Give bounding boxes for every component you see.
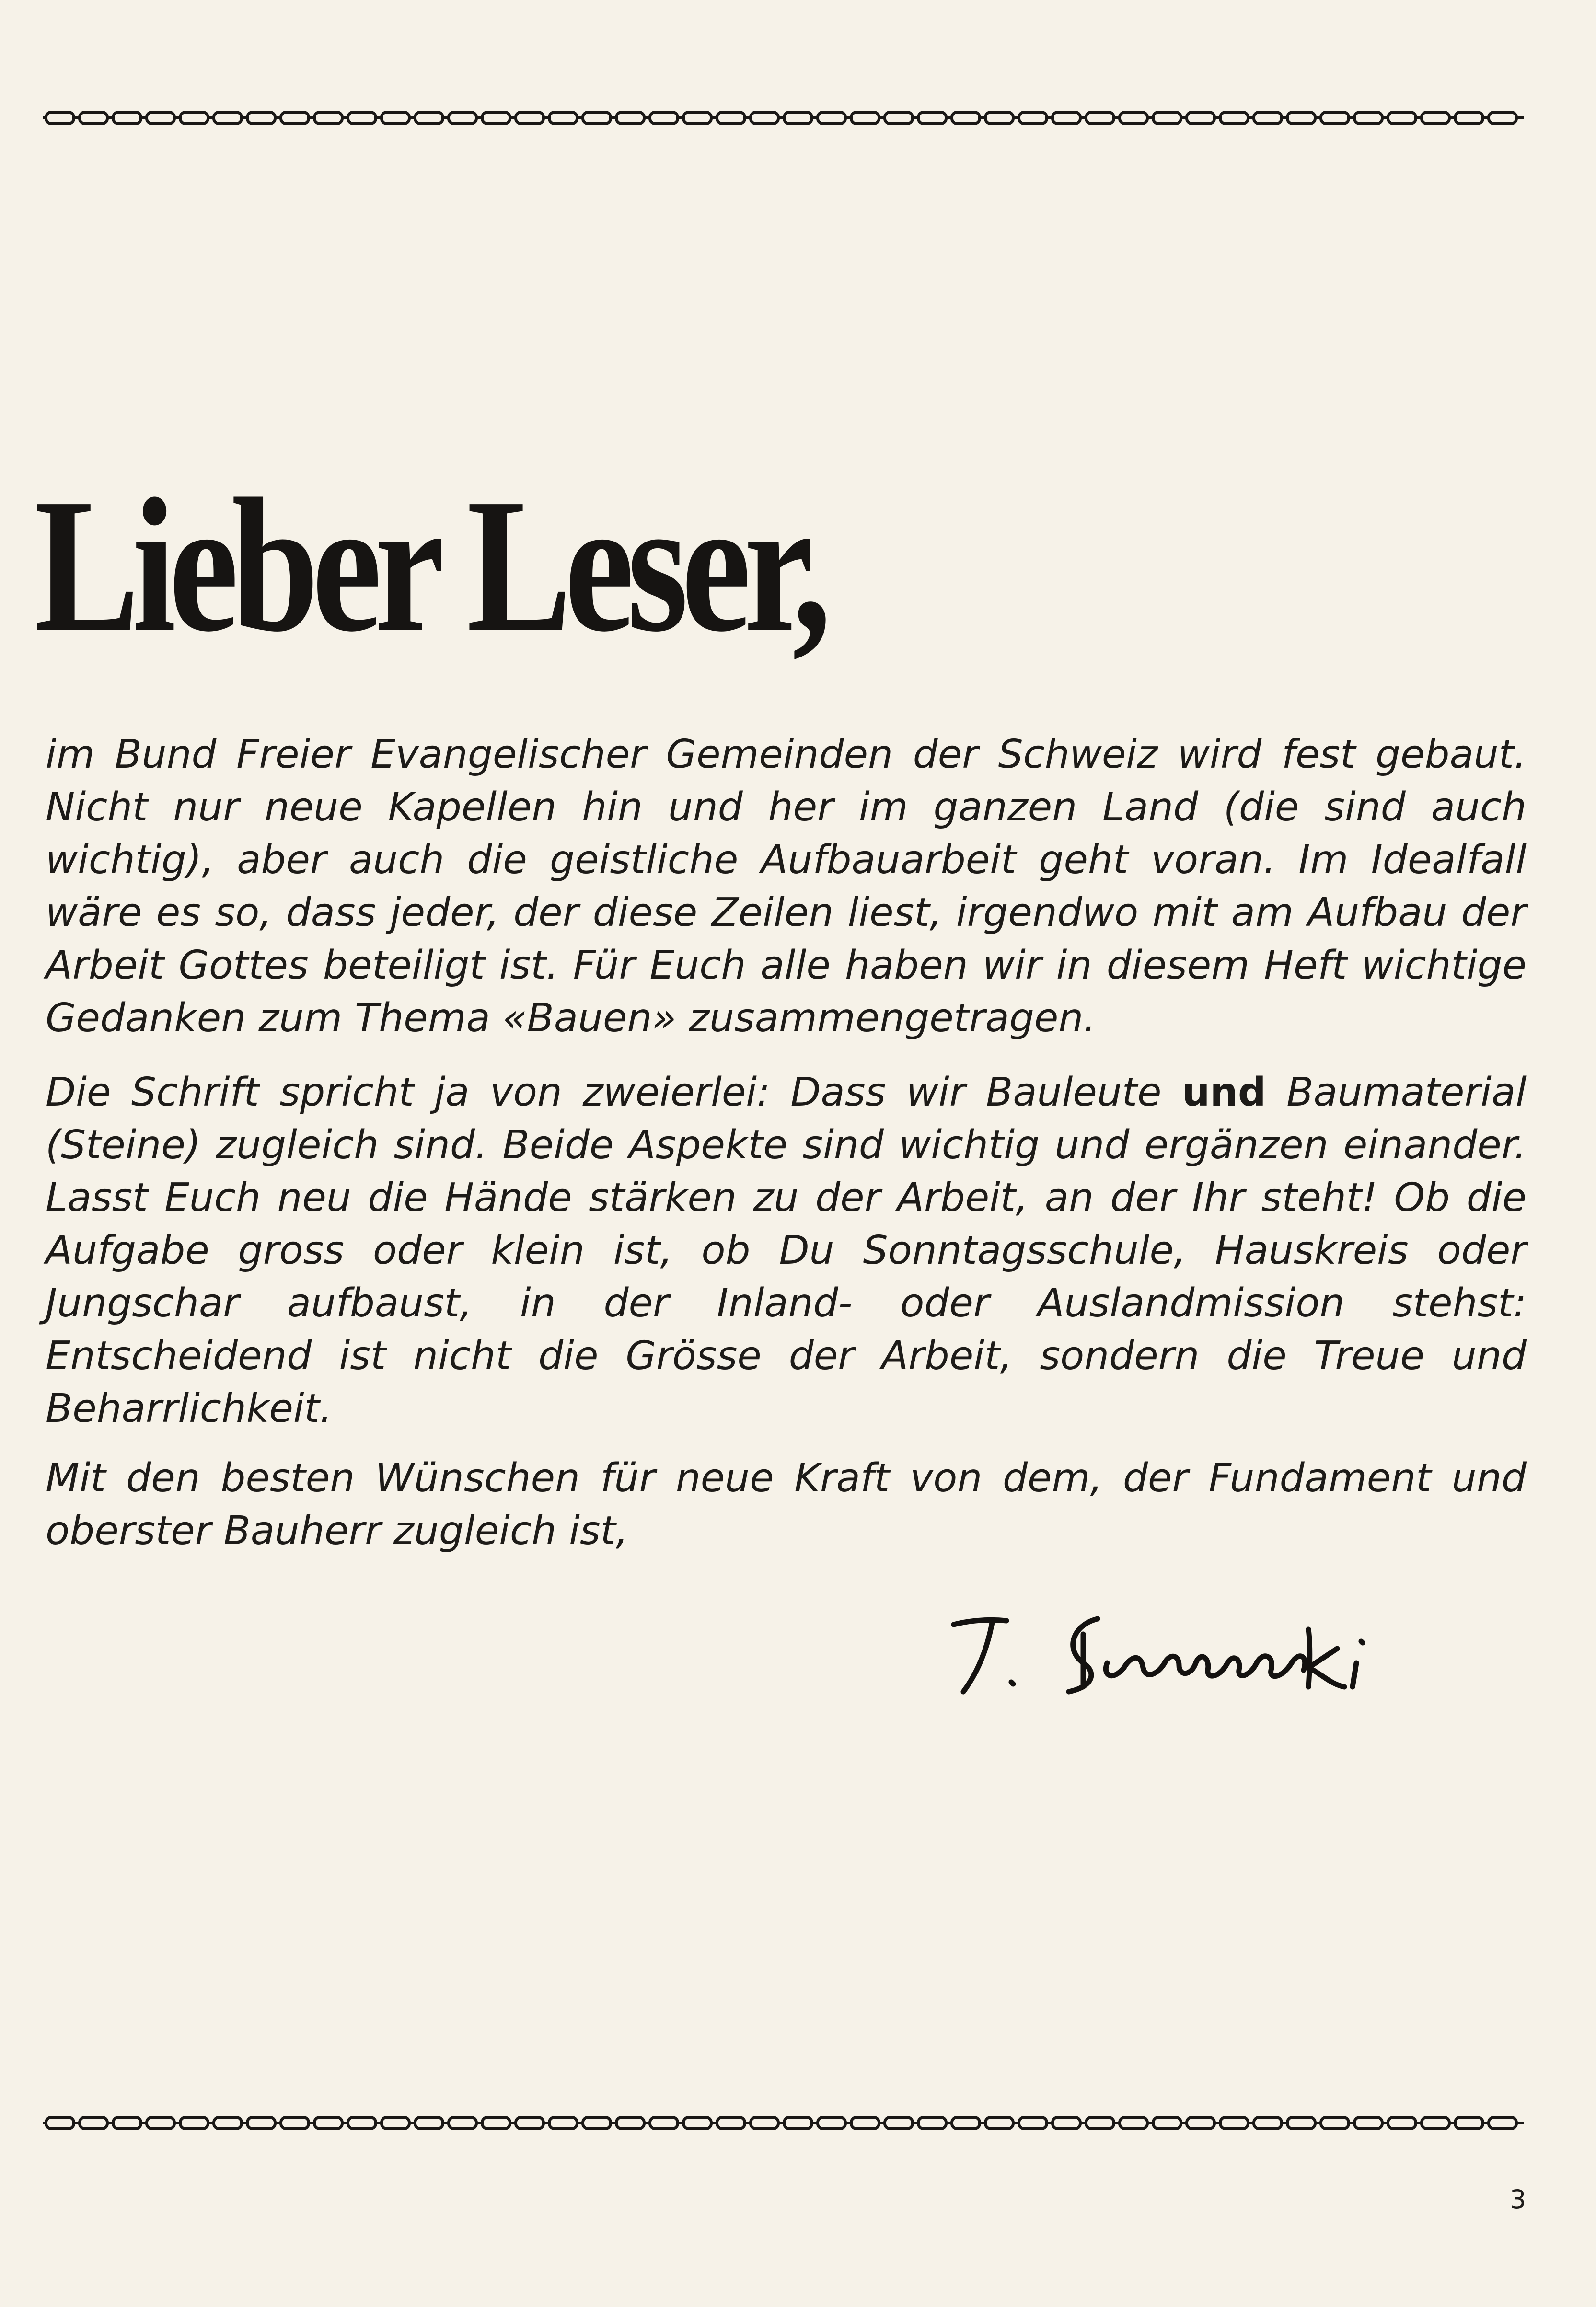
chain-link	[717, 112, 745, 124]
chain-link	[516, 112, 544, 124]
chain-link	[1019, 2117, 1047, 2129]
page-heading: Lieber Leser,	[35, 459, 825, 671]
paragraph-scripture-emphasis: und	[1182, 1070, 1266, 1115]
chain-link	[549, 2117, 577, 2129]
chain-link	[1455, 2117, 1483, 2129]
chain-link	[1254, 2117, 1282, 2129]
chain-link	[382, 2117, 409, 2129]
chain-link	[415, 2117, 443, 2129]
paragraph-scripture-end: Baumaterial (Steine) zugleich sind. Beide Aspekte sind wichtig und ergänzen einander. Lasst Euch neu die Hände stärken zu der Arbeit, an der Ihr steht! Ob die Aufgabe gross oder klein ist, ob Du Sonntagsschule, Hauskreis oder Jungschar aufbaust, in der Inland- oder Auslandmission stehst: Entscheidend ist nicht die Grösse der Arbeit, sondern die Treue und Beharrlichkeit.	[46, 1070, 1527, 1431]
chain-link	[314, 112, 342, 124]
chain-link	[1153, 2117, 1181, 2129]
chain-link	[1321, 112, 1349, 124]
paragraph-scripture	[46, 1066, 1527, 1435]
chain-link	[751, 112, 778, 124]
chain-link	[1220, 112, 1248, 124]
chain-link	[952, 2117, 980, 2129]
chain-link	[650, 112, 678, 124]
chain-link	[247, 2117, 275, 2129]
handwritten-signature	[939, 1591, 1419, 1706]
chain-link	[918, 112, 946, 124]
chain-link	[1254, 112, 1282, 124]
paragraph-scripture-start: Die Schrift spricht ja von zweierlei: Dass wir Bauleute	[46, 1070, 1182, 1115]
chain-link	[885, 2117, 913, 2129]
chain-link	[1220, 2117, 1248, 2129]
chain-link	[784, 112, 812, 124]
chain-link	[717, 2117, 745, 2129]
page-number: 3	[1510, 2184, 1527, 2215]
chain-link	[1120, 2117, 1147, 2129]
chain-link	[985, 2117, 1013, 2129]
chain-link	[1354, 112, 1382, 124]
chain-link	[247, 112, 275, 124]
chain-link	[1388, 112, 1416, 124]
chain-link	[46, 2117, 74, 2129]
chain-link	[113, 2117, 141, 2129]
chain-link	[314, 2117, 342, 2129]
chain-link	[1287, 112, 1315, 124]
chain-link	[1187, 112, 1214, 124]
chain-link	[818, 2117, 845, 2129]
chain-link	[683, 2117, 711, 2129]
chain-link	[818, 112, 845, 124]
chain-link	[1422, 2117, 1449, 2129]
chain-link	[80, 112, 107, 124]
chain-link	[147, 112, 174, 124]
chain-link	[616, 112, 644, 124]
chain-link	[583, 2117, 611, 2129]
chain-link	[1287, 2117, 1315, 2129]
chain-link	[616, 2117, 644, 2129]
chain-link	[382, 112, 409, 124]
chain-link	[1422, 112, 1449, 124]
chain-link	[449, 2117, 476, 2129]
chain-link	[214, 2117, 242, 2129]
chain-link	[482, 2117, 510, 2129]
chain-link	[80, 2117, 107, 2129]
chain-link	[1321, 2117, 1349, 2129]
chain-link	[985, 112, 1013, 124]
chain-link	[851, 112, 879, 124]
chain-link	[549, 112, 577, 124]
chain-link	[449, 112, 476, 124]
paragraph-closing: Mit den besten Wünschen für neue Kraft von dem, der Fundament und oberster Bauherr zugleich ist,	[46, 1455, 1527, 1554]
chain-link	[214, 112, 242, 124]
chain-link	[1455, 112, 1483, 124]
chain-link	[650, 2117, 678, 2129]
chain-link	[516, 2117, 544, 2129]
chain-link	[1086, 112, 1114, 124]
chain-link	[1086, 2117, 1114, 2129]
chain-link	[113, 112, 141, 124]
chain-link	[1354, 2117, 1382, 2129]
decorative-chain-border-top	[43, 109, 1524, 127]
chain-link	[885, 112, 913, 124]
chain-link	[1019, 112, 1047, 124]
chain-link	[784, 2117, 812, 2129]
chain-link	[46, 112, 74, 124]
chain-link	[952, 112, 980, 124]
chain-link	[281, 112, 309, 124]
chain-link	[918, 2117, 946, 2129]
chain-link	[147, 2117, 174, 2129]
chain-link	[348, 112, 376, 124]
chain-link	[1120, 112, 1147, 124]
chain-link	[1388, 2117, 1416, 2129]
chain-link	[583, 112, 611, 124]
chain-link	[180, 112, 208, 124]
chain-link	[281, 2117, 309, 2129]
chain-link	[851, 2117, 879, 2129]
chain-link	[180, 2117, 208, 2129]
chain-link	[482, 112, 510, 124]
chain-link	[683, 112, 711, 124]
chain-link	[1489, 112, 1516, 124]
chain-link	[751, 2117, 778, 2129]
chain-link	[1489, 2117, 1516, 2129]
chain-link	[1052, 2117, 1080, 2129]
decorative-chain-border-bottom	[43, 2114, 1524, 2132]
chain-link	[1052, 112, 1080, 124]
chain-link	[1153, 112, 1181, 124]
chain-link	[348, 2117, 376, 2129]
chain-link	[1187, 2117, 1214, 2129]
paragraph-intro: im Bund Freier Evangelischer Gemeinden der Schweiz wird fest gebaut. Nicht nur neue Kapellen hin und her im ganzen Land (die sind auch wichtig), aber auch die geistliche Aufbauarbeit geht voran. Im Idealfall wäre es so, dass jeder, der diese Zeilen liest, irgendwo mit am Aufbau der Arbeit Gottes beteiligt ist. Für Euch alle haben wir in diesem Heft wichtige Gedanken zum Thema «Bauen» zusammengetragen.	[46, 732, 1527, 1041]
chain-link	[415, 112, 443, 124]
